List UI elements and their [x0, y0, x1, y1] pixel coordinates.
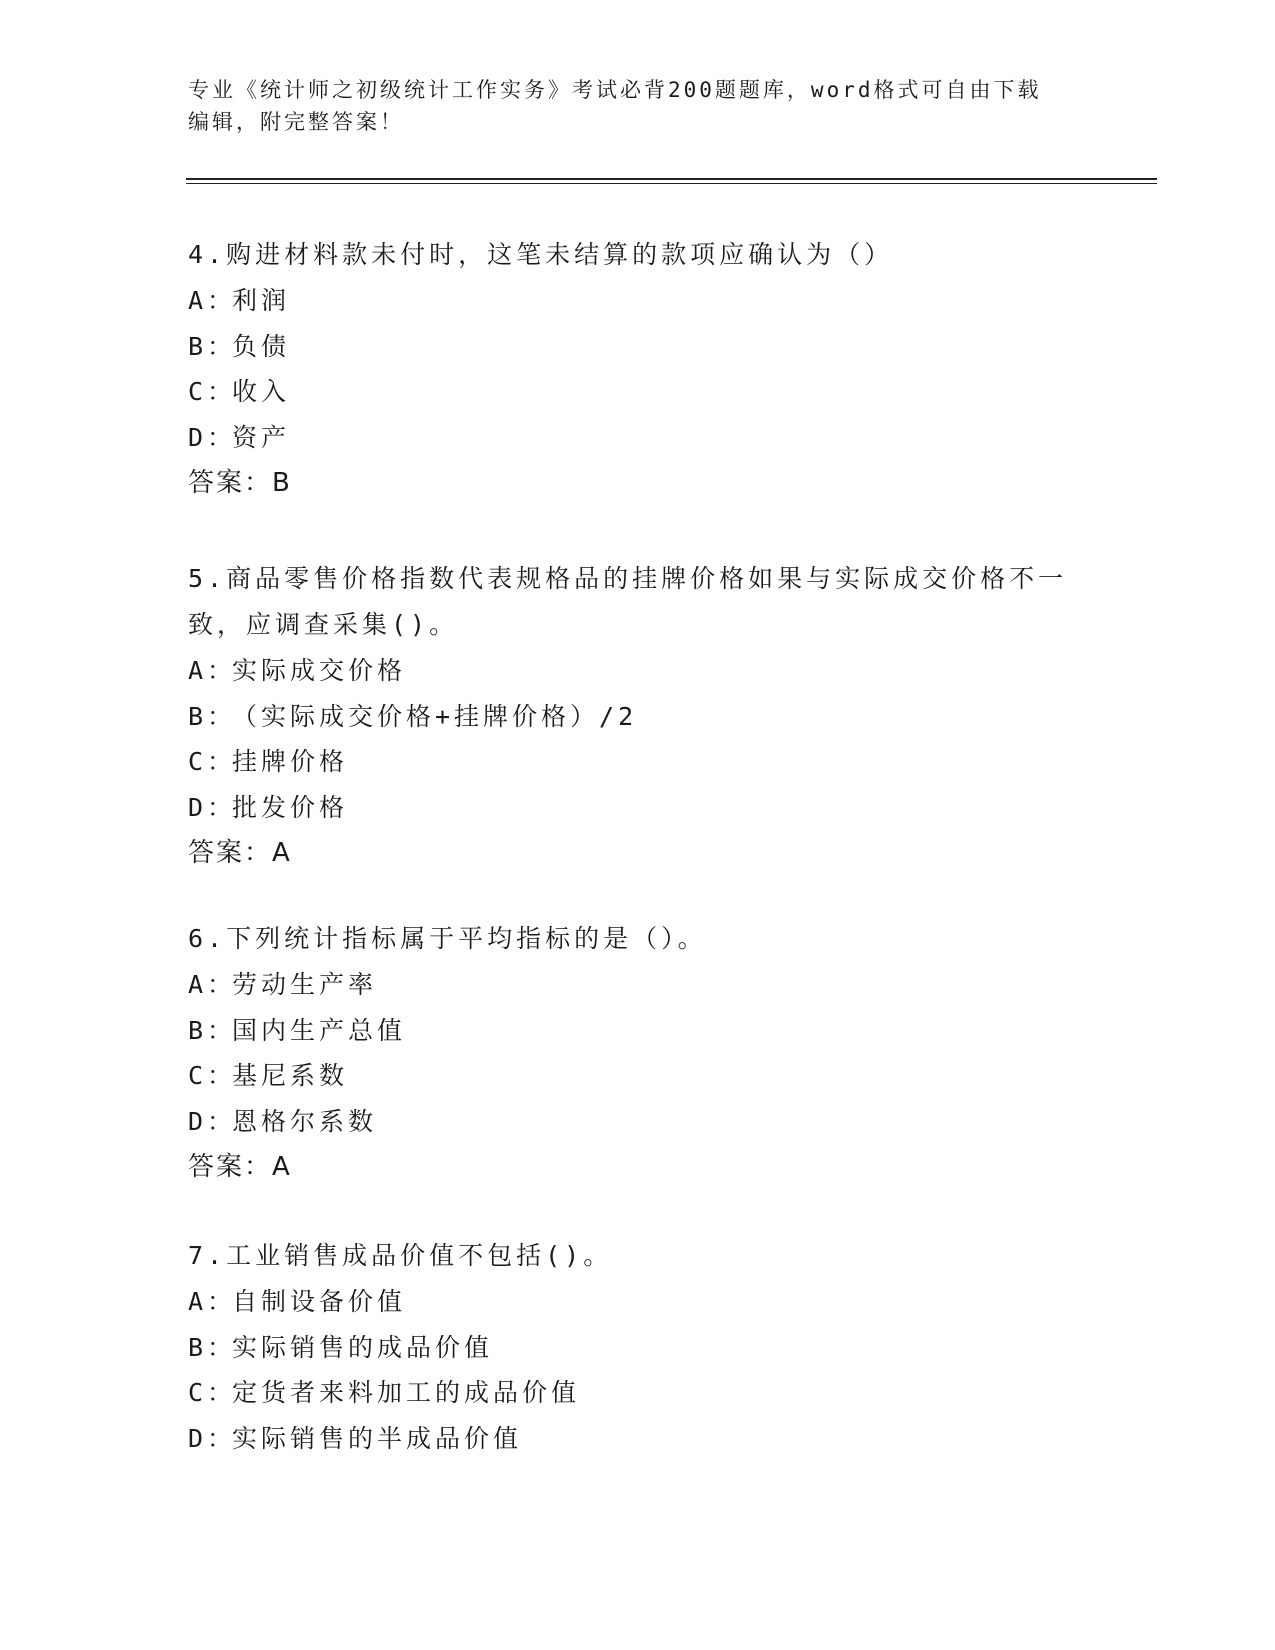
option-key: A： — [188, 286, 237, 315]
option-text: 资产 — [232, 422, 291, 452]
option-key: D： — [188, 792, 237, 822]
option-text: 实际销售的半成品价值 — [232, 1423, 523, 1453]
header-title-line-1: 专业《统计师之初级统计工作实务》考试必背200题题库，word格式可自由下载 — [188, 78, 1042, 102]
option-text: 基尼系数 — [232, 1061, 349, 1090]
question-stem: 7.工业销售成品价值不包括()。 — [188, 1241, 613, 1270]
option-text: 自制设备价值 — [232, 1287, 407, 1316]
question-stem: 4.购进材料款未付时，这笔未结算的款项应确认为（） — [188, 240, 894, 269]
question-5 — [188, 556, 1088, 876]
question-stem: 6.下列统计指标属于平均指标的是（）。 — [188, 924, 707, 953]
option-d — [188, 415, 1088, 461]
option-key: A： — [188, 970, 237, 999]
option-d — [188, 785, 1088, 831]
option-a — [188, 278, 1088, 324]
option-a — [188, 648, 1088, 694]
option-text: 定货者来料加工的成品价值 — [232, 1378, 581, 1407]
option-d — [188, 1416, 1088, 1462]
option-key: D： — [188, 1423, 237, 1453]
option-key: B： — [188, 1015, 237, 1045]
answer-line: 答案：B — [188, 468, 292, 498]
option-b — [188, 1325, 1088, 1371]
option-text: 负债 — [232, 331, 291, 361]
option-text: 挂牌价格 — [232, 747, 349, 776]
header-title-line-2: 编辑，附完整答案！ — [188, 110, 404, 134]
option-b — [188, 694, 1088, 740]
option-b — [188, 1008, 1088, 1054]
option-key: B： — [188, 1332, 237, 1362]
option-c — [188, 1370, 1088, 1416]
option-c — [188, 1053, 1088, 1099]
option-text: 实际成交价格 — [232, 656, 407, 685]
option-b — [188, 324, 1088, 370]
document-header — [188, 74, 1088, 138]
question-7 — [188, 1233, 1088, 1461]
question-stem-line-1: 5.商品零售价格指数代表规格品的挂牌价格如果与实际成交价格不一 — [188, 564, 1068, 593]
option-text: （实际成交价格+挂牌价格）/2 — [232, 701, 638, 731]
option-key: C： — [188, 377, 237, 406]
option-key: D： — [188, 1106, 237, 1136]
option-key: A： — [188, 1287, 237, 1316]
option-text: 批发价格 — [232, 792, 349, 822]
answer-line: 答案：A — [188, 838, 292, 868]
option-c — [188, 739, 1088, 785]
option-text: 恩格尔系数 — [232, 1106, 378, 1136]
option-key: D： — [188, 422, 237, 452]
option-key: C： — [188, 1378, 237, 1407]
option-d — [188, 1099, 1088, 1145]
option-key: B： — [188, 331, 237, 361]
header-divider-thin — [186, 183, 1157, 184]
option-c — [188, 369, 1088, 415]
option-a — [188, 1279, 1088, 1325]
option-key: C： — [188, 1061, 237, 1090]
option-key: B： — [188, 701, 237, 731]
option-text: 劳动生产率 — [232, 970, 378, 999]
question-6 — [188, 916, 1088, 1190]
option-key: A： — [188, 656, 237, 685]
option-text: 实际销售的成品价值 — [232, 1332, 494, 1362]
option-text: 利润 — [232, 286, 291, 315]
option-key: C： — [188, 747, 237, 776]
answer-line: 答案：A — [188, 1152, 292, 1182]
header-divider-thick — [186, 178, 1157, 180]
question-stem-line-2: 致，应调查采集()。 — [188, 610, 459, 639]
option-text: 国内生产总值 — [232, 1015, 407, 1045]
option-a — [188, 962, 1088, 1008]
option-text: 收入 — [232, 377, 291, 406]
question-4 — [188, 232, 1088, 506]
